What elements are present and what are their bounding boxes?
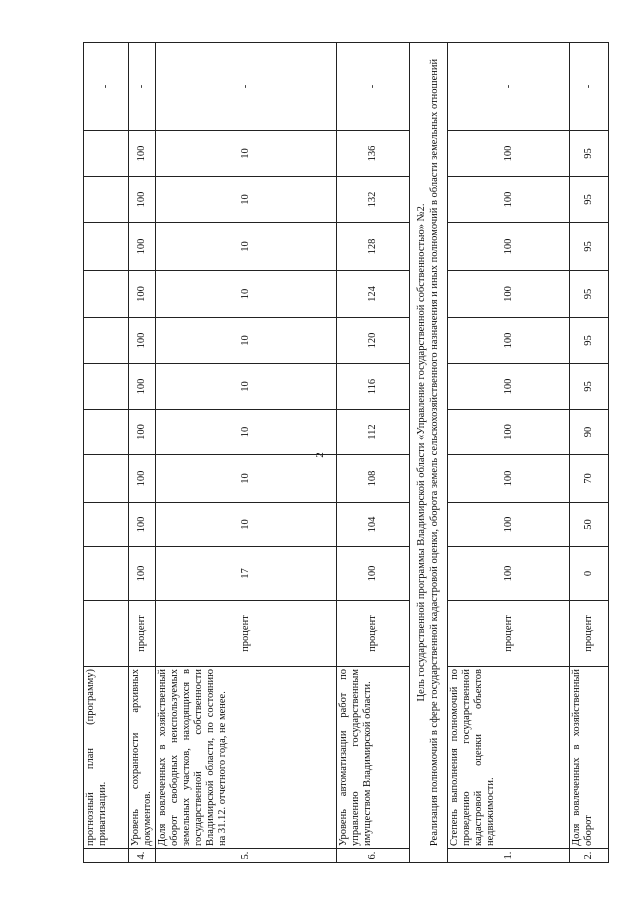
value-cell: 95 [570,318,609,364]
value-cell: 100 [448,223,570,271]
unit-cell: процент [448,601,570,667]
row-number: 4. [129,849,156,863]
row-number: 1. [448,849,570,863]
last-cell: - [570,43,609,131]
value-cell: 100 [129,364,156,410]
value-cell: 112 [337,410,410,455]
last-cell: - [448,43,570,131]
row-number: 2. [570,849,609,863]
last-cell: - [84,43,129,131]
value-cell: 10 [156,364,337,410]
indicator-name: Уровень сохранности архивных документов. [129,667,156,849]
value-cell: 0 [570,547,609,601]
indicator-name: Доля вовлеченных в хозяйственный оборот свободных неиспользуемых земельных участков, находящихся в государственной собственности Владимирской области, по состоянию на 31.12. отчетного года, не менее. [156,667,337,849]
value-cell: 100 [448,131,570,177]
value-cell: 108 [337,455,410,503]
value-cell: 100 [129,547,156,601]
value-cell: 100 [448,271,570,318]
table-row [570,43,609,863]
table-row [156,43,337,863]
value-cell: 124 [337,271,410,318]
last-cell: - [337,43,410,131]
value-cell: 132 [337,177,410,223]
table-row [448,43,570,863]
value-cell: 100 [129,503,156,547]
value-cell: 100 [448,177,570,223]
value-cell: 10 [156,455,337,503]
value-cell [84,410,129,455]
last-cell: - [129,43,156,131]
indicators-table [83,42,609,863]
unit-cell: процент [337,601,410,667]
value-cell: 10 [156,318,337,364]
value-cell [84,177,129,223]
value-cell: 50 [570,503,609,547]
value-cell [84,455,129,503]
goal-heading [410,43,448,863]
value-cell: 100 [448,364,570,410]
value-cell: 128 [337,223,410,271]
goal-heading-line2: Реализация полномочий в сфере государственной кадастровой оценки, оборота земель сельскохозяйственного назначения и иных полномочий в области земельных отношений [428,58,440,847]
value-cell: 95 [570,223,609,271]
value-cell: 95 [570,271,609,318]
unit-cell: процент [156,601,337,667]
row-number [84,849,129,863]
value-cell: 136 [337,131,410,177]
value-cell: 100 [129,177,156,223]
value-cell: 10 [156,410,337,455]
indicator-name: прогнозный план (программу) приватизации. [84,667,129,849]
value-cell: 100 [129,131,156,177]
unit-cell: процент [570,601,609,667]
unit-cell [84,601,129,667]
goal-heading-row [410,43,448,863]
value-cell: 10 [156,271,337,318]
value-cell [84,318,129,364]
value-cell: 95 [570,364,609,410]
value-cell [84,131,129,177]
value-cell [84,271,129,318]
value-cell [84,364,129,410]
value-cell: 70 [570,455,609,503]
value-cell: 10 [156,177,337,223]
value-cell: 100 [448,503,570,547]
table-row [337,43,410,863]
value-cell: 100 [448,455,570,503]
value-cell: 10 [156,503,337,547]
value-cell: 90 [570,410,609,455]
table-row [84,43,129,863]
value-cell: 100 [448,318,570,364]
value-cell: 100 [129,223,156,271]
unit-cell: процент [129,601,156,667]
goal-heading-line1: Цель государственной программы Владимирской области «Управление государственной собственностью» №2. [416,203,427,702]
value-cell: 100 [129,455,156,503]
value-cell [84,503,129,547]
value-cell: 95 [570,131,609,177]
value-cell: 116 [337,364,410,410]
indicator-name: Доля вовлеченных в хозяйственный оборот [570,667,609,849]
indicator-name: Уровень автоматизации работ по управлению государственным имуществом Владимирской области. [337,667,410,849]
value-cell: 100 [129,410,156,455]
row-number: 6. [337,849,410,863]
value-cell: 10 [156,131,337,177]
value-cell: 100 [448,410,570,455]
value-cell: 17 [156,547,337,601]
value-cell [84,223,129,271]
value-cell: 10 [156,223,337,271]
value-cell: 100 [129,318,156,364]
indicator-name: Степень выполнения полномочий по проведению государственной кадастровой оценки объектов недвижимости. [448,667,570,849]
rotated-page [83,43,610,863]
value-cell [84,547,129,601]
row-number: 5. [156,849,337,863]
value-cell: 120 [337,318,410,364]
last-cell: - [156,43,337,131]
value-cell: 104 [337,503,410,547]
value-cell: 100 [129,271,156,318]
page-number: 2 [314,452,326,458]
value-cell: 100 [448,547,570,601]
table-row [129,43,156,863]
value-cell: 95 [570,177,609,223]
value-cell: 100 [337,547,410,601]
